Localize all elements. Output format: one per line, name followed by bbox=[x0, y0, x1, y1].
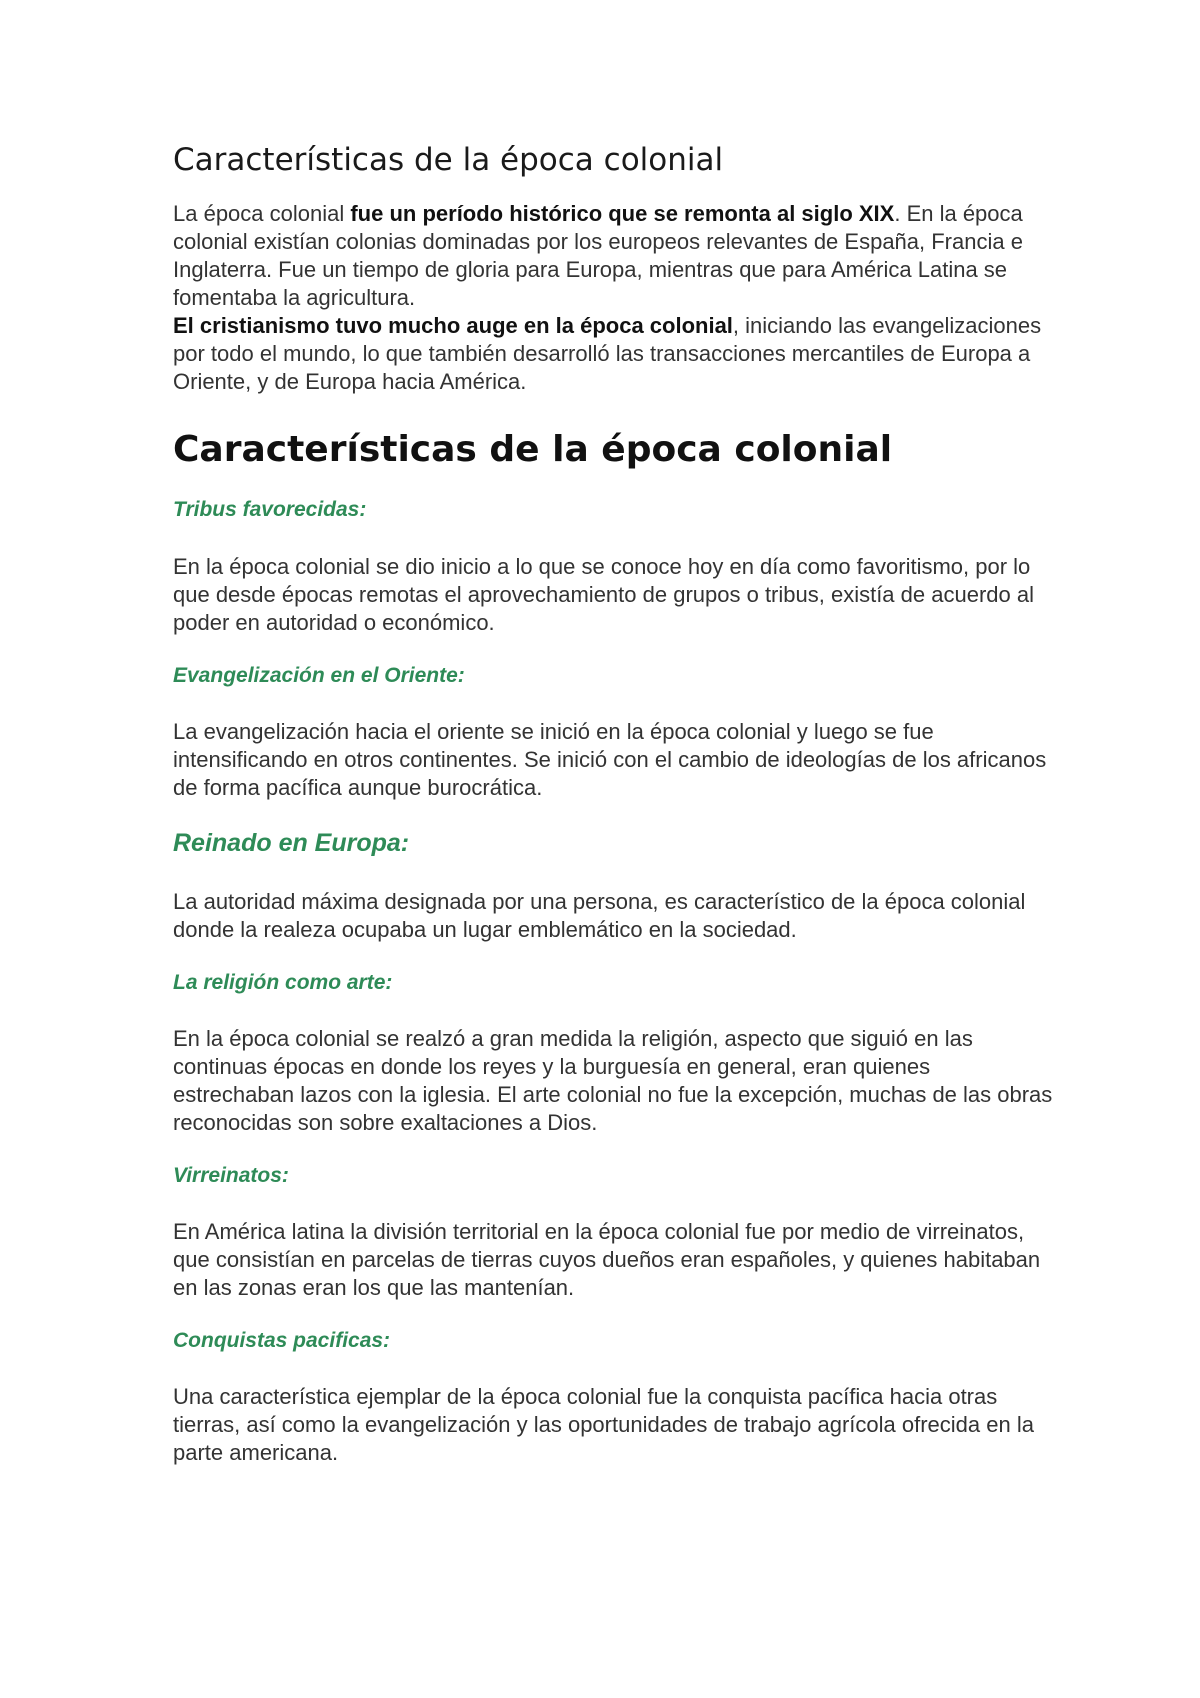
intro-block bbox=[173, 200, 1053, 396]
section-heading: Virreinatos: bbox=[173, 1164, 289, 1188]
document-page bbox=[173, 140, 1053, 1493]
section-heading: Tribus favorecidas: bbox=[173, 498, 367, 522]
section-heading: Evangelización en el Oriente: bbox=[173, 663, 465, 687]
section-text: En la época colonial se realzó a gran medida la religión, aspecto que siguió en las continuas épocas en donde los reyes y la burguesía en general, eran quienes estrechaban lazos con la iglesia. El arte colonial no fue la excepción, muchas de las obras reconocidas son sobre exaltaciones a Dios. bbox=[173, 1026, 1053, 1136]
section-text: La autoridad máxima designada por una persona, es característico de la época colonial donde la realeza ocupaba un lugar emblemático en la sociedad. bbox=[173, 888, 1026, 942]
section-heading: La religión como arte: bbox=[173, 970, 393, 994]
section-heading: Reinado en Europa: bbox=[173, 828, 410, 857]
section-tribus bbox=[173, 497, 1053, 636]
intro-paragraph-2 bbox=[173, 312, 1053, 396]
section-virreinatos bbox=[173, 1163, 1053, 1302]
section-religion bbox=[173, 970, 1053, 1137]
section-text: La evangelización hacia el oriente se inició en la época colonial y luego se fue intensificando en otros continentes. Se inició con el cambio de ideologías de los africanos de forma pacífica aunque burocrática. bbox=[173, 718, 1047, 800]
intro-p1-post: . En la época colonial existían colonias dominadas por los europeos relevantes de España, Francia e Inglaterra. Fue un tiempo de gloria para Europa, mientras que para América Latina se fomentaba la agricultura. bbox=[173, 201, 1023, 311]
section-heading: Conquistas pacificas: bbox=[173, 1329, 391, 1353]
section-conquistas bbox=[173, 1328, 1053, 1467]
intro-p2-post: , iniciando las evangelizaciones por todo el mundo, lo que también desarrolló las transacciones mercantiles de Europa a Oriente, y de Europa hacia América. bbox=[173, 313, 1042, 395]
section-title: Características de la época colonial bbox=[173, 429, 893, 471]
intro-paragraph-1 bbox=[173, 200, 1053, 312]
section-evangelizacion bbox=[173, 663, 1053, 802]
intro-p1-bold: fue un período histórico que se remonta al siglo XIX bbox=[350, 201, 895, 227]
section-reinado bbox=[173, 828, 1053, 944]
section-text: En la época colonial se dio inicio a lo que se conoce hoy en día como favoritismo, por lo que desde épocas remotas el aprovechamiento de grupos o tribus, existía de acuerdo al poder en autoridad o económico. bbox=[173, 553, 1034, 635]
intro-p2-bold: El cristianismo tuvo mucho auge en la época colonial bbox=[173, 313, 733, 339]
section-text: Una característica ejemplar de la época colonial fue la conquista pacífica hacia otras tierras, así como la evangelización y las oportunidades de trabajo agrícola ofrecida en la parte americana. bbox=[173, 1384, 1034, 1466]
section-text: En América latina la división territorial en la época colonial fue por medio de virreinatos, que consistían en parcelas de tierras cuyos dueños eran españoles, y quienes habitaban en las zonas eran los que las mantenían. bbox=[173, 1219, 1041, 1301]
document-title: Características de la época colonial bbox=[173, 142, 724, 178]
intro-p1-pre: La época colonial bbox=[173, 201, 351, 227]
